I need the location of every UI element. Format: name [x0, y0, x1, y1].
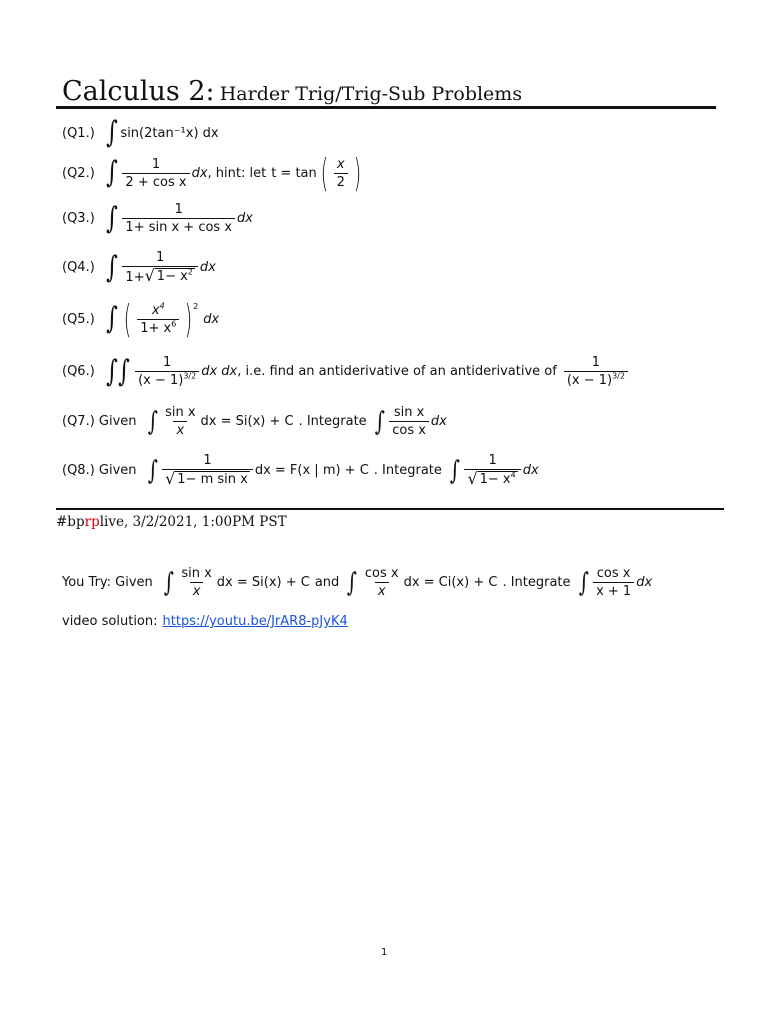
- video-solution: [62, 614, 348, 629]
- q4-den: 1+ √ $1- x^2$: [122, 266, 197, 285]
- question-1: [62, 115, 219, 150]
- q6-label: (Q6.): [62, 364, 95, 379]
- q7-mid: . Integrate: [298, 414, 367, 429]
- q8-g-den: √ 1− m sin x: [162, 469, 253, 488]
- q2-hint-num: x: [336, 156, 345, 172]
- question-3: (Q3.) ∫ $\frac{1}{\text{1+ sin x + cos x}}$ dx: [62, 200, 253, 236]
- integral-sign: ∫: [105, 115, 118, 150]
- integral-sign: ∫: [374, 406, 385, 437]
- q7-given-fraction: [162, 405, 198, 438]
- title-sub: Harder Trig/Trig-Sub Problems: [219, 83, 523, 105]
- question-6: (Q6.) ∫ ∫ $\frac{1}{(x - 1)^{3/2}}$ dx dx , i.e. find an antiderivative of an antiderivative of $\frac{1}{(x - 1)^{3/2}}$: [62, 355, 630, 388]
- hashtag-red-text: rp: [84, 514, 100, 530]
- integral-sign: ∫: [118, 353, 131, 389]
- q2-num: 1: [151, 156, 161, 172]
- q2-hint-eq: t = tan: [271, 165, 317, 181]
- q2-den: 2 + cos x: [122, 173, 189, 190]
- q3-label: (Q3.): [62, 211, 95, 226]
- title-main: Calculus 2:: [62, 76, 215, 107]
- integral-sign: ∫: [163, 567, 174, 598]
- q6-num2: 1: [591, 355, 601, 370]
- q3-den: 1+ sin x + cos x: [122, 218, 235, 235]
- question-4: (Q4.) ∫ 1 1+ √ $1- x^2$ dx: [62, 249, 216, 285]
- q2-hint-fraction: [334, 157, 348, 190]
- q3-num: 1: [174, 202, 183, 217]
- integral-sign: ∫: [347, 567, 358, 598]
- q5-fraction: [137, 303, 179, 336]
- q8-given-fraction: [162, 453, 253, 488]
- video-label: video solution:: [62, 614, 158, 629]
- page-title: [62, 76, 522, 107]
- you-try-and: and: [314, 575, 340, 590]
- you-try-fraction-b: $\frac{\text{cos x}}{x}$: [364, 566, 399, 599]
- video-link[interactable]: https://youtu.be/JrAR8-pJyK4: [162, 614, 348, 629]
- q4-fraction: [122, 250, 197, 285]
- integral-sign: ∫: [105, 249, 118, 285]
- q6-fraction-2: [564, 355, 628, 388]
- integral-sign: ∫: [105, 301, 118, 336]
- q8-label: (Q8.) Given: [62, 463, 137, 478]
- q1-integrand: sin(2tan⁻¹x) dx: [120, 125, 219, 141]
- q7-i-den: cos x: [389, 421, 429, 438]
- integral-sign: ∫: [449, 455, 460, 486]
- you-try-fraction-c: $\frac{\text{cos x}}{x + 1}$: [593, 566, 634, 599]
- q1-label: (Q1.): [62, 125, 95, 141]
- you-try: You Try: Given ∫ $\frac{\text{sin x}}{x}$ dx = Si(x) + C and ∫ $\frac{\text{cos x}}{x}$ dx = Ci(x) + C . Integrate ∫ $\frac{\text{cos x}}{x + 1}$ dx: [62, 566, 653, 599]
- q7-g-rhs: dx = Si(x) + C: [200, 414, 294, 429]
- q8-i-num: 1: [488, 453, 497, 468]
- q3-fraction: [122, 202, 235, 235]
- q7-g-num: sin x: [165, 405, 196, 420]
- q5-label: (Q5.): [62, 311, 95, 327]
- q6-den: $(x - 1)^{3/2}$: [135, 371, 199, 388]
- q7-integrate-fraction: [389, 405, 429, 438]
- q2-label: (Q2.): [62, 165, 95, 181]
- integral-sign: ∫: [147, 455, 158, 486]
- q8-integrate-fraction: [464, 453, 520, 488]
- q5-num: $x^4$: [151, 301, 165, 318]
- page-number: 1: [381, 947, 388, 958]
- q2-hint-den: 2: [334, 173, 348, 190]
- integral-sign: ∫: [105, 155, 118, 190]
- q2-fraction: [122, 157, 189, 190]
- q8-g-num: 1: [203, 453, 212, 468]
- q7-g-den: x: [173, 421, 187, 438]
- question-5: (Q5.) ∫ ( $\frac{x^4}{1+ x^6}$ ) 2 dx: [62, 297, 220, 341]
- q8-mid: . Integrate: [373, 463, 442, 478]
- q2-hint-prefix: , hint: let: [207, 165, 267, 181]
- question-8: (Q8.) Given ∫ 1 √ 1− m sin x dx = F(x | m) + C . Integrate ∫ 1 √ $1- x^4$ dx: [62, 453, 539, 488]
- q8-g-rhs: dx = F(x | m) + C: [254, 463, 369, 478]
- you-try-label: You Try: Given: [62, 575, 153, 590]
- q6-fraction: [135, 355, 199, 388]
- integral-sign: ∫: [105, 200, 118, 236]
- q5-den: $1+ x^6$: [137, 319, 179, 336]
- q4-label: (Q4.): [62, 260, 95, 275]
- question-2: (Q2.) ∫ $\frac{1}{\text{2 + cos x}}$ dx , hint: let t = tan ( $\frac{x}{2}$ ): [62, 151, 361, 195]
- q7-label: (Q7.) Given: [62, 414, 137, 429]
- q7-i-num: sin x: [393, 405, 425, 420]
- q6-den2: $(x - 1)^{3/2}$: [564, 371, 628, 388]
- integral-sign: ∫: [578, 567, 589, 598]
- integral-sign: ∫: [147, 406, 158, 437]
- q4-num: 1: [156, 250, 165, 265]
- q6-num: 1: [162, 355, 172, 370]
- question-7: (Q7.) Given ∫ $\frac{\text{sin x}}{x}$ dx = Si(x) + C . Integrate ∫ $\frac{\text{sin x}}{\text{cos x}}$ dx: [62, 405, 447, 438]
- q8-i-den: √ $1- x^4$: [464, 469, 520, 488]
- integral-sign: ∫: [105, 353, 118, 389]
- title-rule: [56, 106, 716, 109]
- hashtag-line: #bprplive, 3/2/2021, 1:00PM PST: [56, 514, 287, 530]
- you-try-fraction-a: $\frac{\text{sin x}}{x}$: [181, 566, 212, 599]
- section-rule: [56, 508, 724, 510]
- q6-text: , i.e. find an antiderivative of an antiderivative of: [237, 364, 557, 379]
